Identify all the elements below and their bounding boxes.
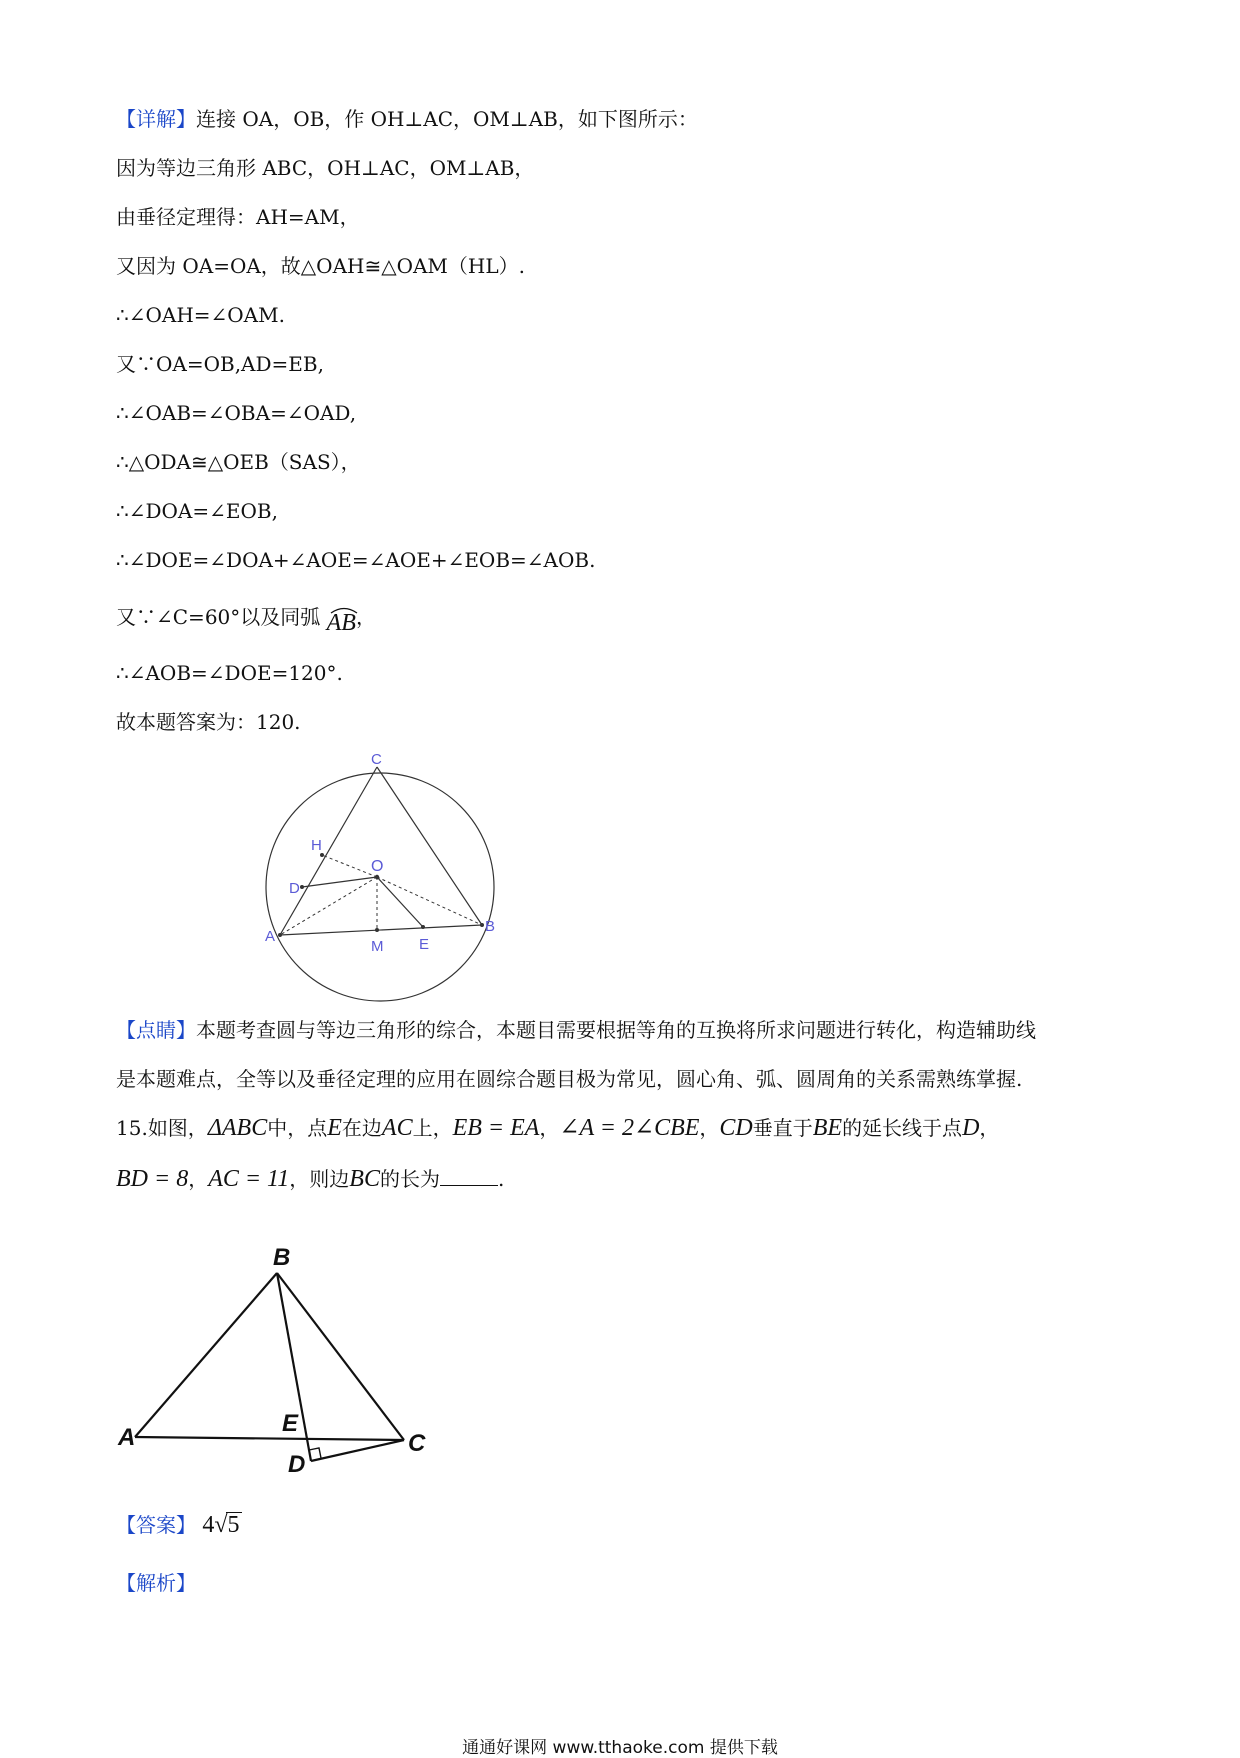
answer-coef: 4 [202, 1512, 215, 1538]
point-o [375, 875, 379, 879]
problem-math: E [327, 1115, 342, 1141]
comment-line-2: 是本题难点，全等以及垂径定理的应用在圆综合题目极为常见，圆心角、弧、圆周角的关系需熟练掌握. [116, 1067, 1023, 1091]
solution-line: ∴∠DOE=∠DOA+∠AOE=∠AOE+∠EOB=∠AOB. [116, 548, 596, 572]
problem-text: 在边 [341, 1116, 382, 1140]
problem-line-1 [116, 1115, 999, 1141]
label-a: A [265, 928, 276, 945]
problem-number: 15. [116, 1116, 148, 1140]
side-ab [135, 1273, 277, 1437]
label-b: B [273, 1244, 291, 1271]
label-c: C [371, 751, 382, 768]
problem-text: 的长为 [379, 1167, 440, 1191]
problem-math: BC [349, 1166, 380, 1192]
problem-text: . [497, 1167, 505, 1191]
problem-math: BE [812, 1115, 843, 1141]
solution-line: 又∵∠C=60°以及同弧 [116, 605, 321, 629]
label-a: A [118, 1424, 136, 1451]
label-d: D [289, 880, 300, 897]
segment-cd [311, 1440, 404, 1461]
solution-line: 故本题答案为：120. [116, 710, 301, 734]
side-ab [280, 925, 482, 935]
segment-oh [322, 855, 377, 877]
solution-line: ∴∠AOB=∠DOE=120°. [116, 661, 343, 685]
circle-triangle-figure [255, 745, 505, 1015]
label-m: M [371, 938, 384, 955]
point-a [278, 933, 282, 937]
triangle-figure [110, 1235, 440, 1475]
page-footer: 通通好课网 www.tthaoke.com 提供下载 [462, 1738, 778, 1758]
label-b: B [485, 918, 496, 935]
answer-blank [440, 1167, 498, 1186]
problem-text: ， [539, 1116, 560, 1140]
side-ca [280, 767, 377, 935]
problem-text: ， [188, 1167, 209, 1191]
problem-math: ΔABC [207, 1115, 268, 1141]
comment-line-1 [116, 1017, 1036, 1043]
solution-line: ∴△ODA≅△OEB（SAS）， [116, 450, 361, 474]
label-d: D [288, 1451, 306, 1475]
point-m [375, 928, 379, 932]
problem-text: 如图， [147, 1116, 208, 1140]
problem-text: ，则边 [289, 1167, 350, 1191]
detail-tag: 【详解】 [116, 107, 196, 131]
comment-tag: 【点睛】 [116, 1018, 196, 1042]
answer-radicand: 5 [227, 1512, 240, 1538]
solution-line: 又因为 OA=OA，故△OAH≅△OAM（HL）. [116, 254, 525, 278]
point-b [480, 923, 484, 927]
label-e: E [282, 1410, 299, 1437]
problem-text: 中，点 [267, 1116, 328, 1140]
problem-math: ∠A = 2∠CBE [559, 1115, 700, 1141]
analysis-line [116, 1570, 196, 1596]
problem-math: AC [381, 1115, 413, 1141]
solution-line: 连接 OA，OB，作 OH⊥AC，OM⊥AB，如下图所示： [196, 107, 698, 131]
problem-text: 的延长线于点 [842, 1116, 963, 1140]
problem-math: CD [719, 1115, 753, 1141]
side-cb [377, 767, 482, 925]
solution-line: ∴∠OAB=∠OBA=∠OAD, [116, 401, 357, 425]
side-ac [135, 1437, 404, 1440]
answer-line [116, 1512, 242, 1538]
label-o: O [371, 858, 384, 875]
solution-line: ∴∠OAH=∠OAM. [116, 303, 285, 327]
arc-suffix: ， [355, 605, 376, 629]
sqrt-icon: √ [214, 1512, 228, 1538]
solution-line: ∴∠DOA=∠EOB, [116, 499, 278, 523]
problem-text: ， [979, 1116, 1000, 1140]
problem-text: 垂直于 [752, 1116, 813, 1140]
solution-line: 又∵OA=OB,AD=EB, [116, 352, 324, 376]
label-e: E [419, 936, 430, 953]
detail-line [116, 106, 698, 132]
arc-mark-icon [329, 606, 359, 614]
point-d [300, 885, 304, 889]
answer-tag: 【答案】 [116, 1513, 196, 1537]
problem-line-2 [116, 1166, 504, 1192]
comment-text-1: 本题考查圆与等边三角形的综合，本题目需要根据等角的互换将所求问题进行转化，构造辅助线 [196, 1018, 1036, 1042]
analysis-tag: 【解析】 [116, 1571, 196, 1595]
problem-math: D [962, 1115, 980, 1141]
segment-oe [377, 877, 423, 927]
label-h: H [311, 837, 322, 854]
solution-line-arc [116, 604, 376, 636]
problem-math: EB = EA [452, 1115, 540, 1141]
solution-line: 由垂径定理得：AH=AM， [116, 205, 360, 229]
arc-label: AB [326, 610, 356, 636]
point-e [421, 925, 425, 929]
problem-text: ， [699, 1116, 720, 1140]
solution-line: 因为等边三角形 ABC，OH⊥AC，OM⊥AB， [116, 156, 535, 180]
problem-math: BD = 8 [116, 1166, 189, 1192]
arc-ab [327, 610, 356, 636]
problem-text: 上， [412, 1116, 453, 1140]
label-c: C [408, 1430, 426, 1457]
problem-math: AC = 11 [208, 1166, 290, 1192]
